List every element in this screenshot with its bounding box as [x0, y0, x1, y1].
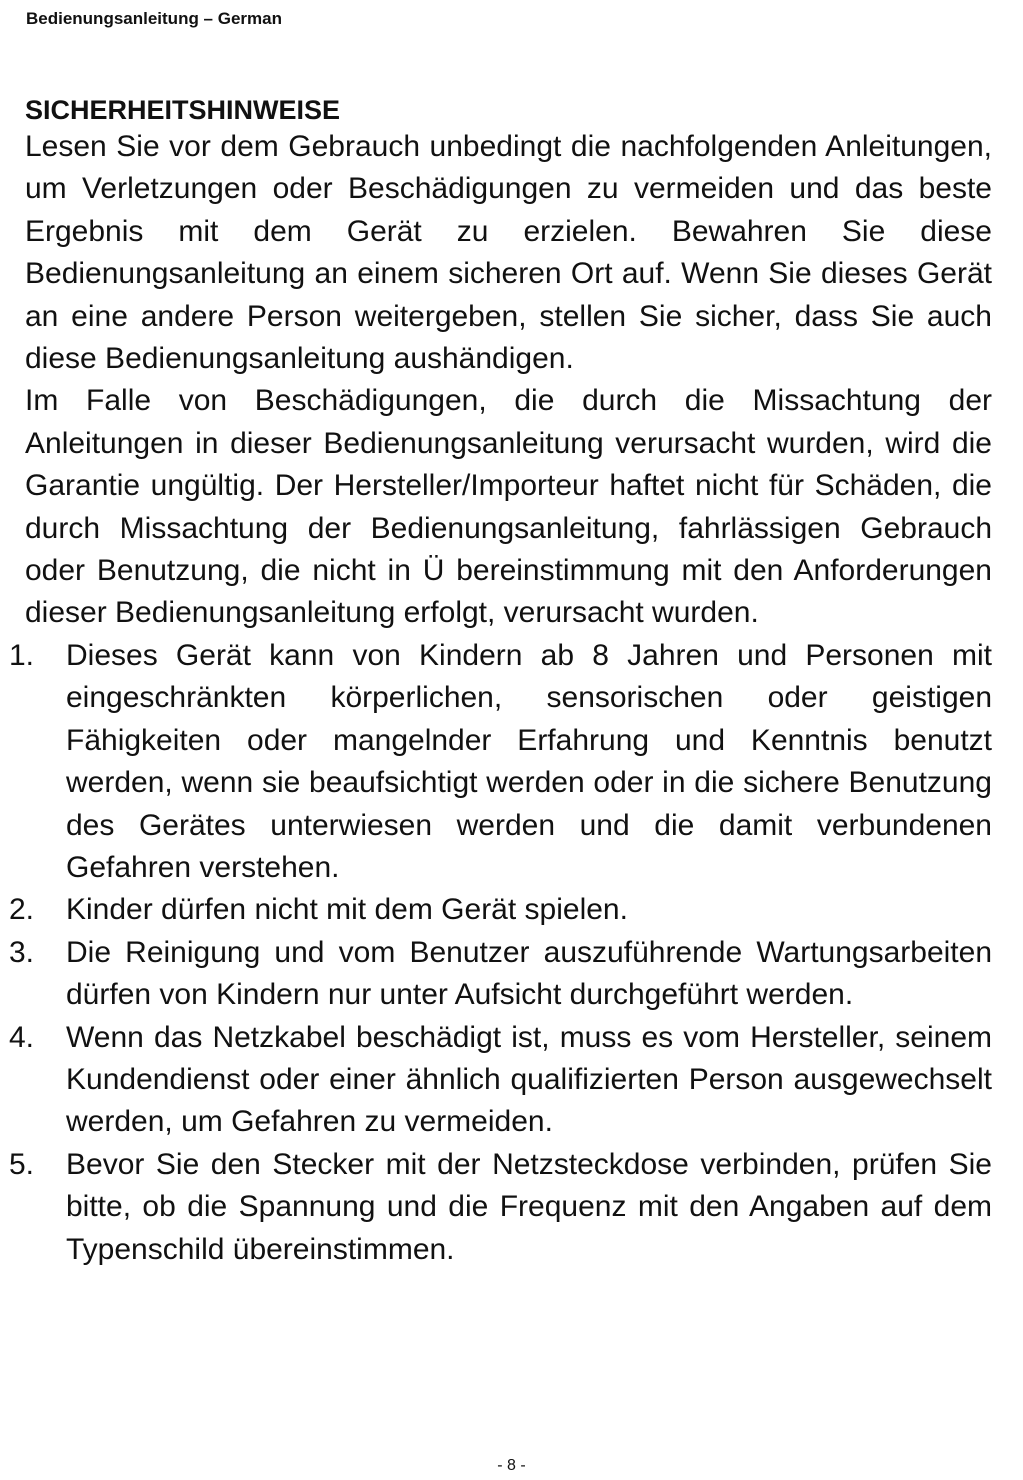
list-item-text: Bevor Sie den Stecker mit der Netzsteckdose verbinden, prüfen Sie bitte, ob die Spannung und die Frequenz mit den Angaben auf dem Typenschild übereinstimmen. [66, 1147, 992, 1266]
list-item-number: 2. [9, 893, 35, 927]
list-item [9, 932, 992, 1017]
safety-section [9, 94, 992, 1271]
list-item [9, 1144, 992, 1271]
list-item-text: Wenn das Netzkabel beschädigt ist, muss es vom Hersteller, seinem Kundendienst oder einer ähnlich qualifizierten Person ausgewechselt werden, um Gefahren zu vermeiden. [66, 1020, 992, 1139]
list-item [9, 889, 992, 931]
safety-instructions-list [9, 635, 992, 1271]
intro-paragraph: Lesen Sie vor dem Gebrauch unbedingt die nachfolgenden Anleitungen, um Verletzungen oder Beschädigungen zu vermeiden und das beste Ergebnis mit dem Gerät zu erzielen. Bewahren Sie diese Bedienungsanleitung an einem sicheren Ort auf. Wenn Sie dieses Gerät an eine andere Person weitergeben, stellen Sie sicher, dass Sie auch diese Bedienungsanleitung aushändigen. [25, 130, 992, 376]
list-item-text: Kinder dürfen nicht mit dem Gerät spielen. [66, 893, 628, 927]
list-item-number: 3. [9, 935, 35, 969]
list-item [9, 1017, 992, 1144]
list-item-text: Die Reinigung und vom Benutzer auszuführende Wartungsarbeiten dürfen von Kindern nur unter Aufsicht durchgeführt werden. [66, 935, 992, 1012]
section-heading: SICHERHEITSHINWEISE [25, 95, 341, 125]
list-item-text: Dieses Gerät kann von Kindern ab 8 Jahren und Personen mit eingeschränkten körperlichen, sensorischen oder geistigen Fähigkeiten oder mangelnder Erfahrung und Kenntnis benutzt werden, wenn sie beaufsichtigt werden oder in die sichere Benutzung des Gerätes unterwiesen werden und die damit verbundenen Gefahren verstehen. [66, 638, 992, 884]
running-header: Bedienungsanleitung – German [26, 9, 282, 28]
list-item-number: 5. [9, 1147, 35, 1181]
page-number: - 8 - [497, 1457, 526, 1474]
list-item-number: 1. [9, 638, 35, 672]
list-item [9, 635, 992, 889]
warranty-paragraph: Im Falle von Beschädigungen, die durch die Missachtung der Anleitungen in dieser Bedienungsanleitung verursacht wurden, wird die Garantie ungültig. Der Hersteller/Importeur haftet nicht für Schäden, die durch Missachtung der Bedienungsanleitung, fahrlässigen Gebrauch oder Benutzung, die nicht in Ü bereinstimmung mit den Anforderungen dieser Bedienungsanleitung erfolgt, verursacht wurden. [25, 384, 992, 630]
list-item-number: 4. [9, 1020, 35, 1054]
